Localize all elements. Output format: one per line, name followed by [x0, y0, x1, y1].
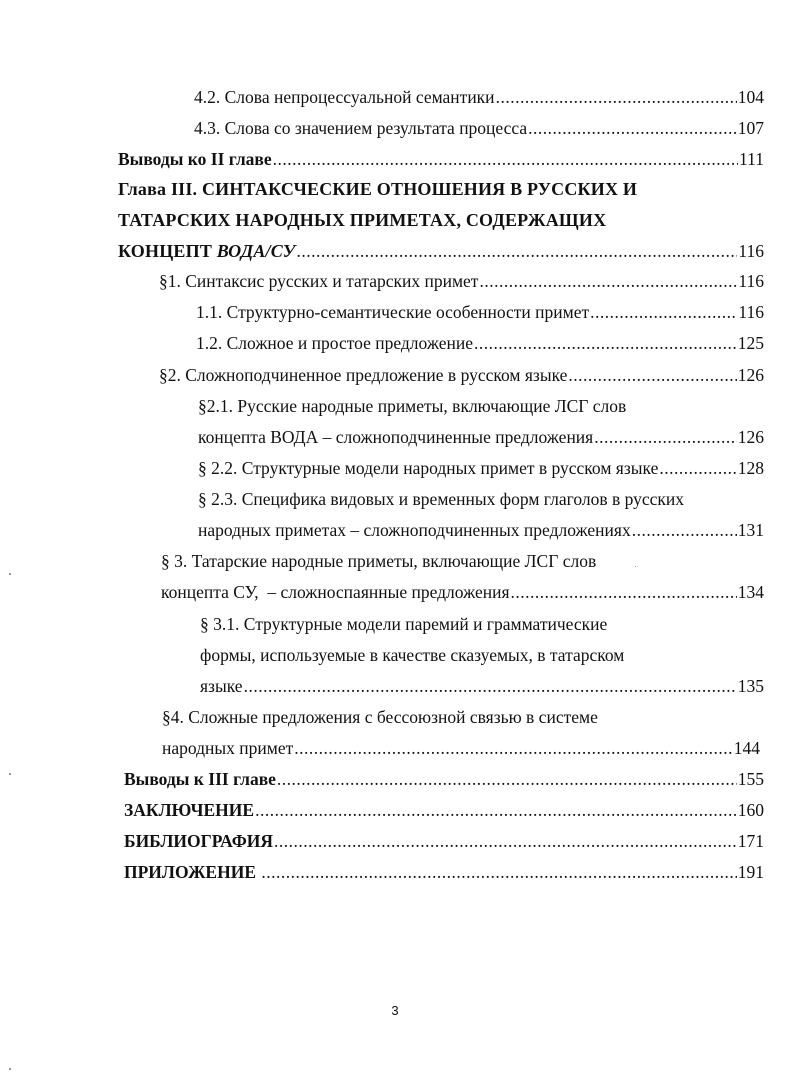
toc-dot-leader	[659, 457, 736, 479]
toc-entry-2-3-line-1: § 2.3. Специфика видовых и временных форм глаголов в русских	[198, 489, 685, 509]
toc-entry-title: Выводы ко II главе	[118, 149, 272, 169]
toc-entry-2-1	[198, 426, 764, 448]
toc-page-number: 171	[737, 831, 764, 851]
toc-entry-title: §1. Синтаксис русских и татарских примет	[159, 271, 479, 291]
toc-entry-3-1-line-1: § 3.1. Структурные модели паремий и грамматические	[200, 614, 608, 634]
toc-page-number: 126	[737, 427, 764, 447]
toc-entry-s2	[159, 364, 764, 386]
toc-entry-2-2	[198, 457, 764, 479]
toc-entry-title: концепта ВОДА – сложноподчиненные предложения	[198, 427, 594, 447]
toc-page-number: 155	[737, 769, 764, 789]
toc-page-number: 116	[738, 241, 764, 261]
toc-page-number: 135	[737, 676, 764, 696]
toc-entry-title: 4.3. Слова со значением результата процесса	[194, 118, 528, 138]
toc-page-number: 144	[733, 738, 760, 758]
toc-entry-title: БИБЛИОГРАФИЯ	[124, 831, 273, 851]
toc-page-number: 128	[737, 458, 764, 478]
toc-page-number: 191	[737, 862, 764, 882]
toc-entry-bibliography	[124, 830, 764, 852]
toc-entry-title: языке	[200, 676, 243, 696]
toc-entry-s1	[159, 270, 764, 292]
toc-entry-s4-line-1: §4. Сложные предложения с бессоюзной связью в системе	[162, 707, 598, 727]
toc-dot-leader	[632, 519, 737, 541]
toc-page-number: 126	[737, 365, 764, 385]
toc-entry-s4	[162, 737, 760, 759]
toc-entry-s3	[161, 581, 764, 603]
toc-dot-leader	[277, 768, 737, 790]
toc-entry-title: §2. Сложноподчиненное предложение в русском языке	[159, 365, 568, 385]
toc-page-number: 134	[737, 582, 764, 602]
toc-page-number: 116	[738, 302, 764, 322]
toc-entry-title: § 2.2. Структурные модели народных примет в русском языке	[198, 458, 659, 478]
toc-dot-leader	[496, 86, 737, 108]
toc-entry-title: 1.1. Структурно-семантические особенности примет	[196, 302, 590, 322]
chapter-3-heading-prefix: КОНЦЕПТ	[118, 241, 217, 261]
toc-page-number: 111	[739, 149, 764, 169]
toc-dot-leader	[261, 861, 736, 883]
toc-dot-leader	[568, 364, 736, 386]
toc-dot-leader	[296, 240, 737, 262]
chapter-3-heading-line-1: Глава III. СИНТАКСЧЕСКИЕ ОТНОШЕНИЯ В РУССКИХ И	[118, 179, 638, 199]
toc-entry-1-1	[196, 301, 764, 323]
toc-entry-4-2	[194, 86, 764, 108]
toc-dot-leader	[511, 581, 737, 603]
scan-speck	[9, 1068, 11, 1070]
toc-entry-1-2	[196, 332, 764, 354]
chapter-3-heading-line-3	[118, 240, 764, 262]
toc-entry-2-1-line-1: §2.1. Русские народные приметы, включающие ЛСГ слов	[198, 396, 627, 416]
toc-page-number: 125	[737, 333, 764, 353]
toc-entry-3-1	[200, 675, 764, 697]
toc-dot-leader	[479, 270, 737, 292]
toc-entry-s3-line-1: § 3. Татарские народные приметы, включающие ЛСГ слов	[161, 551, 597, 571]
scan-speck	[9, 773, 11, 775]
toc-page-number: 131	[737, 520, 764, 540]
toc-entry-appendix	[124, 861, 764, 883]
toc-entry-title: ПРИЛОЖЕНИЕ	[124, 862, 261, 882]
chapter-3-heading-concept: ВОДА/СУ	[216, 241, 296, 261]
toc-page-number: 104	[737, 87, 764, 107]
scan-speck	[9, 573, 11, 575]
toc-entry-2-3	[198, 519, 764, 541]
toc-dot-leader	[474, 332, 737, 354]
toc-page-number: 160	[737, 800, 764, 820]
toc-entry-3-1-line-2: формы, используемые в качестве сказуемых, в татарском	[200, 645, 625, 665]
toc-entry-title: 4.2. Слова непроцессуальной семантики	[194, 87, 495, 107]
toc-entry-title: Выводы к III главе	[124, 769, 276, 789]
toc-page-number: 107	[737, 118, 764, 138]
toc-dot-leader	[244, 675, 737, 697]
toc-entry-title: народных примет	[162, 738, 294, 758]
toc-entry-title: концепта СУ, – сложноспаянные предложения	[161, 582, 510, 602]
toc-entry-title: 1.2. Сложное и простое предложение	[196, 333, 473, 353]
chapter-3-heading-line-2: ТАТАРСКИХ НАРОДНЫХ ПРИМЕТАХ, СОДЕРЖАЩИХ	[118, 210, 607, 230]
toc-dot-leader	[274, 830, 737, 852]
toc-dot-leader	[273, 148, 738, 170]
toc-dot-leader	[594, 426, 737, 448]
toc-entry-title: народных приметах – сложноподчиненных предложениях	[198, 520, 631, 540]
toc-entry-conclusions-ch2	[118, 148, 764, 170]
scan-speck	[635, 566, 636, 567]
toc-dot-leader	[294, 737, 733, 759]
toc-entry-conclusion	[124, 799, 764, 821]
toc-page-number: 116	[738, 271, 764, 291]
toc-entry-4-3	[194, 117, 764, 139]
toc-entry-title: ЗАКЛЮЧЕНИЕ	[124, 800, 255, 820]
toc-entry-conclusions-ch3	[124, 768, 764, 790]
page-number: 3	[391, 1003, 399, 1018]
toc-dot-leader	[528, 117, 737, 139]
toc-dot-leader	[255, 799, 737, 821]
toc-dot-leader	[590, 301, 737, 323]
